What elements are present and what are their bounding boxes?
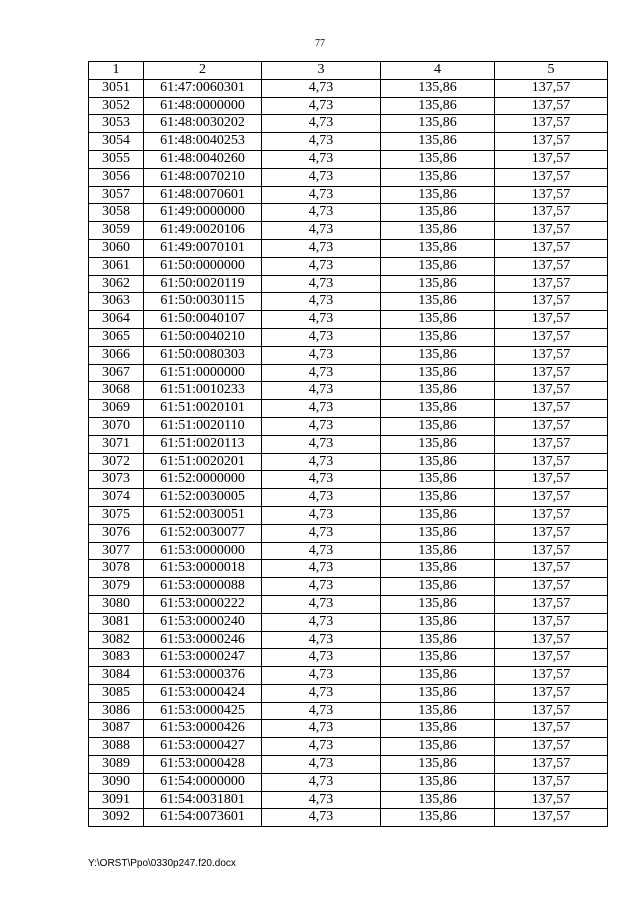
table-cell: 61:48:0000000 [144,97,262,115]
table-cell: 61:53:0000424 [144,684,262,702]
table-row [89,364,608,382]
table-row [89,328,608,346]
table-cell: 61:51:0020113 [144,435,262,453]
table-cell: 135,86 [381,756,495,774]
table-cell: 137,57 [495,578,608,596]
table-cell: 135,86 [381,346,495,364]
table-row [89,595,608,613]
table-cell: 3052 [89,97,144,115]
table-cell: 4,73 [262,97,381,115]
table-cell: 3058 [89,204,144,222]
table-cell: 4,73 [262,578,381,596]
table-cell: 135,86 [381,400,495,418]
table-cell: 135,86 [381,702,495,720]
table-cell: 61:53:0000000 [144,542,262,560]
table-cell: 137,57 [495,364,608,382]
table-cell: 135,86 [381,257,495,275]
table-cell: 3051 [89,79,144,97]
table-cell: 4,73 [262,542,381,560]
table-cell: 4,73 [262,613,381,631]
table-cell: 61:51:0010233 [144,382,262,400]
table-cell: 3074 [89,489,144,507]
table-cell: 61:50:0030115 [144,293,262,311]
table-cell: 61:53:0000018 [144,560,262,578]
table-cell: 61:53:0000426 [144,720,262,738]
table-row [89,756,608,774]
table-cell: 61:48:0030202 [144,115,262,133]
table-body [89,79,608,826]
table-row [89,275,608,293]
table-cell: 3053 [89,115,144,133]
table-cell: 137,57 [495,560,608,578]
table-cell: 3061 [89,257,144,275]
table-cell: 137,57 [495,133,608,151]
table-cell: 61:54:0031801 [144,791,262,809]
table-cell: 61:50:0080303 [144,346,262,364]
table-cell: 135,86 [381,133,495,151]
table-cell: 137,57 [495,489,608,507]
table-cell: 135,86 [381,453,495,471]
table-cell: 135,86 [381,293,495,311]
table-cell: 61:52:0030077 [144,524,262,542]
table-cell: 4,73 [262,720,381,738]
table-cell: 61:48:0040260 [144,150,262,168]
table-cell: 137,57 [495,204,608,222]
table-cell: 135,86 [381,720,495,738]
table-cell: 4,73 [262,471,381,489]
table-cell: 3082 [89,631,144,649]
table-cell: 4,73 [262,311,381,329]
data-table [88,61,608,827]
table-cell: 61:50:0040210 [144,328,262,346]
table-cell: 135,86 [381,382,495,400]
footer-file-path: Y:\ORST\Ppo\0330p247.f20.docx [88,858,236,869]
table-cell: 135,86 [381,417,495,435]
column-header: 4 [381,62,495,80]
table-cell: 4,73 [262,435,381,453]
table-cell: 4,73 [262,293,381,311]
table-row [89,239,608,257]
table-cell: 3059 [89,222,144,240]
table-row [89,311,608,329]
table-cell: 61:53:0000376 [144,667,262,685]
table-cell: 61:50:0040107 [144,311,262,329]
table-cell: 135,86 [381,471,495,489]
table-cell: 137,57 [495,222,608,240]
table-cell: 61:51:0020201 [144,453,262,471]
table-cell: 135,86 [381,115,495,133]
table-cell: 135,86 [381,809,495,827]
table-cell: 61:48:0070210 [144,168,262,186]
table-cell: 61:48:0070601 [144,186,262,204]
column-header: 3 [262,62,381,80]
table-cell: 61:48:0040253 [144,133,262,151]
table-cell: 137,57 [495,417,608,435]
table-cell: 137,57 [495,400,608,418]
table-cell: 3090 [89,773,144,791]
table-row [89,346,608,364]
table-row [89,542,608,560]
table-cell: 4,73 [262,649,381,667]
table-row [89,524,608,542]
table-cell: 61:53:0000428 [144,756,262,774]
table-row [89,667,608,685]
table-cell: 137,57 [495,738,608,756]
table-cell: 137,57 [495,613,608,631]
table-cell: 3062 [89,275,144,293]
table-row [89,168,608,186]
table-cell: 61:50:0020119 [144,275,262,293]
table-row [89,506,608,524]
table-row [89,115,608,133]
table-cell: 137,57 [495,471,608,489]
table-row [89,400,608,418]
table-cell: 61:53:0000240 [144,613,262,631]
table-cell: 4,73 [262,346,381,364]
table-cell: 4,73 [262,150,381,168]
table-cell: 135,86 [381,186,495,204]
table-cell: 61:51:0020110 [144,417,262,435]
table-cell: 137,57 [495,773,608,791]
table-cell: 135,86 [381,79,495,97]
table-cell: 137,57 [495,649,608,667]
table-row [89,809,608,827]
table-cell: 3075 [89,506,144,524]
table-cell: 61:49:0000000 [144,204,262,222]
table-cell: 135,86 [381,791,495,809]
table-cell: 3091 [89,791,144,809]
table-cell: 135,86 [381,524,495,542]
table-cell: 137,57 [495,453,608,471]
table-cell: 4,73 [262,257,381,275]
table-cell: 135,86 [381,222,495,240]
table-row [89,631,608,649]
table-cell: 3077 [89,542,144,560]
table-cell: 137,57 [495,328,608,346]
table-row [89,417,608,435]
table-cell: 4,73 [262,400,381,418]
table-cell: 137,57 [495,311,608,329]
table-header-row [89,62,608,80]
table-cell: 4,73 [262,204,381,222]
table-cell: 137,57 [495,435,608,453]
table-cell: 135,86 [381,311,495,329]
table-cell: 135,86 [381,578,495,596]
table-cell: 137,57 [495,631,608,649]
table-cell: 61:51:0000000 [144,364,262,382]
table-row [89,702,608,720]
table-cell: 135,86 [381,489,495,507]
table-cell: 3079 [89,578,144,596]
table-row [89,489,608,507]
table-cell: 61:52:0030005 [144,489,262,507]
table-cell: 4,73 [262,186,381,204]
table-row [89,649,608,667]
table-row [89,186,608,204]
table-cell: 3080 [89,595,144,613]
table-cell: 135,86 [381,150,495,168]
table-cell: 4,73 [262,222,381,240]
table-cell: 4,73 [262,79,381,97]
table-row [89,684,608,702]
table-cell: 3065 [89,328,144,346]
table-cell: 137,57 [495,168,608,186]
table-cell: 137,57 [495,150,608,168]
table-cell: 3070 [89,417,144,435]
table-row [89,293,608,311]
table-cell: 137,57 [495,809,608,827]
table-cell: 4,73 [262,364,381,382]
table-cell: 3057 [89,186,144,204]
table-cell: 137,57 [495,542,608,560]
table-cell: 4,73 [262,631,381,649]
table-cell: 137,57 [495,667,608,685]
table-row [89,133,608,151]
table-cell: 4,73 [262,595,381,613]
table-cell: 137,57 [495,293,608,311]
table-row [89,471,608,489]
table-cell: 3087 [89,720,144,738]
table-cell: 4,73 [262,773,381,791]
table-cell: 135,86 [381,613,495,631]
table-row [89,435,608,453]
table-cell: 3069 [89,400,144,418]
table-cell: 3088 [89,738,144,756]
table-cell: 135,86 [381,328,495,346]
table-row [89,738,608,756]
table-cell: 137,57 [495,239,608,257]
table-cell: 4,73 [262,115,381,133]
table-cell: 135,86 [381,168,495,186]
table-row [89,578,608,596]
table-cell: 3078 [89,560,144,578]
table-cell: 4,73 [262,809,381,827]
table-cell: 137,57 [495,97,608,115]
table-cell: 4,73 [262,328,381,346]
table-cell: 137,57 [495,257,608,275]
table-cell: 3067 [89,364,144,382]
table-cell: 61:49:0070101 [144,239,262,257]
table-cell: 61:50:0000000 [144,257,262,275]
table-cell: 4,73 [262,756,381,774]
table-row [89,79,608,97]
table-cell: 135,86 [381,97,495,115]
table-cell: 4,73 [262,417,381,435]
table-cell: 61:49:0020106 [144,222,262,240]
table-cell: 135,86 [381,631,495,649]
table-cell: 137,57 [495,506,608,524]
table-cell: 4,73 [262,453,381,471]
table-cell: 61:53:0000088 [144,578,262,596]
table-row [89,453,608,471]
table-cell: 137,57 [495,756,608,774]
table-cell: 4,73 [262,560,381,578]
table-cell: 61:53:0000427 [144,738,262,756]
table-cell: 137,57 [495,115,608,133]
table-cell: 3054 [89,133,144,151]
table-cell: 3063 [89,293,144,311]
table-cell: 4,73 [262,168,381,186]
table-cell: 137,57 [495,791,608,809]
table-row [89,613,608,631]
table-cell: 3086 [89,702,144,720]
table-cell: 4,73 [262,489,381,507]
table-cell: 3073 [89,471,144,489]
table-row [89,791,608,809]
table-cell: 3076 [89,524,144,542]
table-cell: 61:52:0030051 [144,506,262,524]
table-cell: 137,57 [495,382,608,400]
table-cell: 137,57 [495,346,608,364]
table-cell: 135,86 [381,275,495,293]
table-cell: 137,57 [495,186,608,204]
table-cell: 61:53:0000425 [144,702,262,720]
table-cell: 61:53:0000247 [144,649,262,667]
table-cell: 3092 [89,809,144,827]
table-cell: 137,57 [495,702,608,720]
table-cell: 61:47:0060301 [144,79,262,97]
table-cell: 4,73 [262,382,381,400]
table-cell: 135,86 [381,364,495,382]
table-cell: 135,86 [381,684,495,702]
table-cell: 4,73 [262,738,381,756]
table-cell: 135,86 [381,239,495,257]
table-cell: 3081 [89,613,144,631]
table-cell: 137,57 [495,684,608,702]
table-row [89,773,608,791]
table-cell: 135,86 [381,560,495,578]
table-cell: 135,86 [381,595,495,613]
table-cell: 61:53:0000246 [144,631,262,649]
table-cell: 135,86 [381,649,495,667]
table-row [89,560,608,578]
table-cell: 4,73 [262,791,381,809]
table-cell: 3072 [89,453,144,471]
table-cell: 137,57 [495,79,608,97]
table-cell: 4,73 [262,133,381,151]
table-cell: 137,57 [495,720,608,738]
table-cell: 135,86 [381,435,495,453]
table-cell: 3071 [89,435,144,453]
table-cell: 4,73 [262,275,381,293]
table-cell: 135,86 [381,542,495,560]
table-cell: 3084 [89,667,144,685]
table-cell: 61:54:0073601 [144,809,262,827]
table-row [89,257,608,275]
table-cell: 3064 [89,311,144,329]
table-cell: 61:53:0000222 [144,595,262,613]
table-cell: 3085 [89,684,144,702]
table-cell: 4,73 [262,239,381,257]
table-cell: 4,73 [262,667,381,685]
table-cell: 137,57 [495,275,608,293]
table-cell: 135,86 [381,773,495,791]
table-row [89,382,608,400]
table-cell: 137,57 [495,524,608,542]
table-row [89,720,608,738]
table-cell: 3055 [89,150,144,168]
table-row [89,204,608,222]
table-cell: 3060 [89,239,144,257]
table-cell: 3089 [89,756,144,774]
table-row [89,222,608,240]
table-cell: 4,73 [262,506,381,524]
table-cell: 61:54:0000000 [144,773,262,791]
table-cell: 61:52:0000000 [144,471,262,489]
table-cell: 3068 [89,382,144,400]
table-cell: 4,73 [262,684,381,702]
page-number: 77 [315,38,325,49]
table-cell: 135,86 [381,738,495,756]
table-cell: 4,73 [262,702,381,720]
table-cell: 4,73 [262,524,381,542]
table-cell: 61:51:0020101 [144,400,262,418]
table-row [89,97,608,115]
table-cell: 3083 [89,649,144,667]
table-cell: 135,86 [381,667,495,685]
table-cell: 135,86 [381,204,495,222]
table-cell: 137,57 [495,595,608,613]
column-header: 5 [495,62,608,80]
table-cell: 3056 [89,168,144,186]
column-header: 2 [144,62,262,80]
column-header: 1 [89,62,144,80]
table-cell: 3066 [89,346,144,364]
table-row [89,150,608,168]
table-cell: 135,86 [381,506,495,524]
